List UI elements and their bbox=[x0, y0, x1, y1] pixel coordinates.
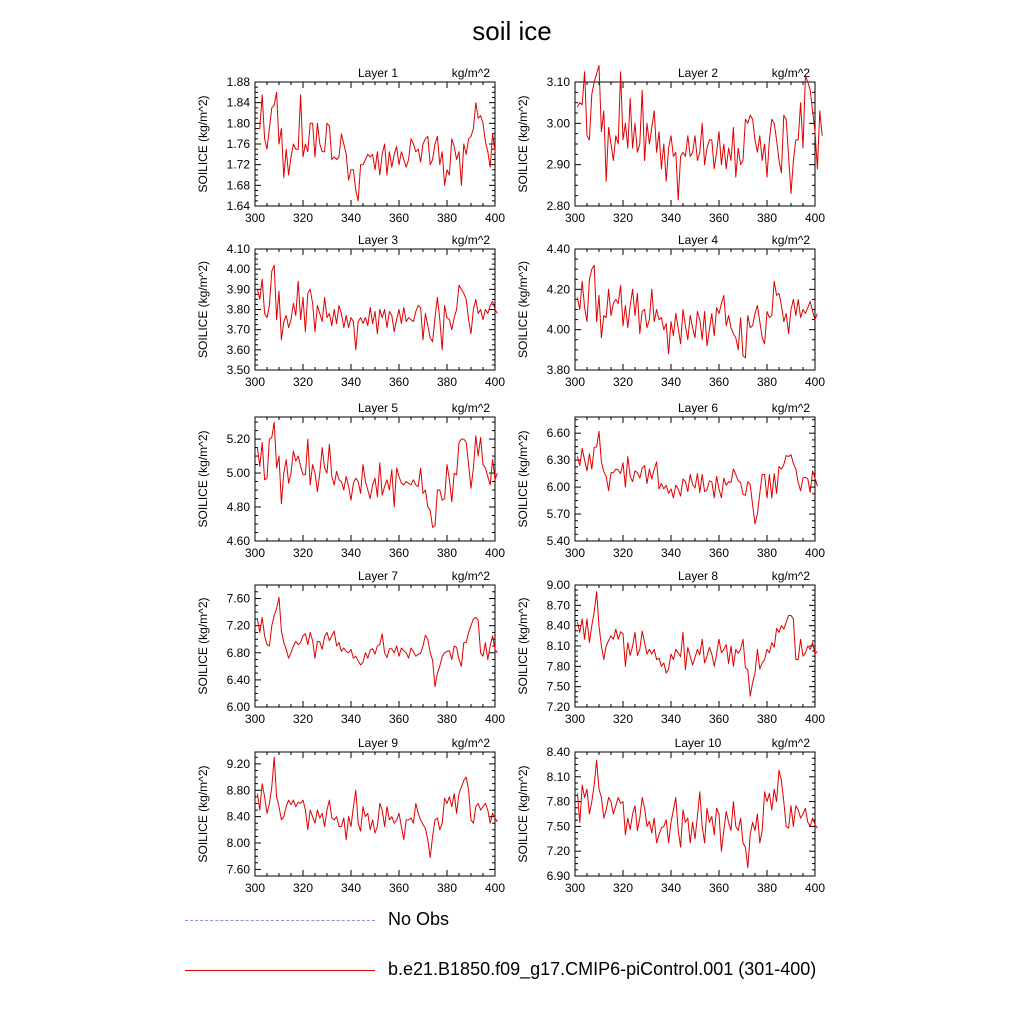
y-tick-label: 1.84 bbox=[226, 95, 250, 110]
x-tick-label: 360 bbox=[388, 375, 410, 389]
y-tick-label: 8.40 bbox=[546, 618, 570, 633]
series-line bbox=[577, 66, 822, 200]
y-tick-label: 7.50 bbox=[546, 819, 570, 834]
y-tick-label: 1.68 bbox=[226, 178, 250, 193]
x-tick-label: 360 bbox=[388, 712, 410, 726]
y-axis-label: SOILICE (kg/m^2) bbox=[196, 95, 210, 193]
plot-frame bbox=[255, 249, 495, 370]
y-axis-label: SOILICE (kg/m^2) bbox=[516, 430, 530, 528]
x-tick-label: 300 bbox=[564, 712, 586, 726]
x-tick-label: 340 bbox=[340, 712, 362, 726]
y-tick-label: 6.40 bbox=[226, 672, 250, 687]
y-tick-label: 8.00 bbox=[226, 836, 250, 851]
x-tick-label: 360 bbox=[708, 211, 730, 225]
plot-frame bbox=[255, 752, 495, 876]
x-tick-label: 380 bbox=[436, 375, 458, 389]
y-tick-label: 1.76 bbox=[226, 137, 250, 151]
panel-title: Layer 10 bbox=[674, 736, 722, 750]
y-tick-label: 3.10 bbox=[546, 75, 570, 89]
x-tick-label: 360 bbox=[708, 375, 730, 389]
y-tick-label: 6.00 bbox=[226, 700, 250, 714]
y-tick-label: 3.80 bbox=[546, 363, 570, 377]
legend-line-sim bbox=[185, 970, 375, 971]
y-tick-label: 8.40 bbox=[226, 809, 250, 824]
x-tick-label: 320 bbox=[292, 546, 314, 560]
y-tick-label: 7.60 bbox=[226, 591, 250, 606]
page-title: soil ice bbox=[472, 16, 552, 46]
x-tick-label: 400 bbox=[484, 375, 506, 389]
x-tick-label: 320 bbox=[292, 881, 314, 895]
x-tick-label: 300 bbox=[244, 712, 266, 726]
x-tick-label: 400 bbox=[484, 881, 506, 895]
x-tick-label: 400 bbox=[804, 712, 826, 726]
panel-units: kg/m^2 bbox=[771, 401, 810, 415]
x-tick-label: 320 bbox=[292, 712, 314, 726]
y-axis-label: SOILICE (kg/m^2) bbox=[516, 95, 530, 193]
x-tick-label: 360 bbox=[708, 712, 730, 726]
y-tick-label: 2.90 bbox=[546, 157, 570, 172]
series-line bbox=[257, 422, 497, 527]
x-tick-label: 320 bbox=[612, 881, 634, 895]
x-tick-label: 300 bbox=[564, 211, 586, 225]
panel-title: Layer 6 bbox=[677, 401, 719, 415]
x-tick-label: 380 bbox=[756, 211, 778, 225]
panel-title: Layer 5 bbox=[357, 401, 399, 415]
y-tick-label: 1.80 bbox=[226, 116, 250, 131]
y-axis-label: SOILICE (kg/m^2) bbox=[196, 430, 210, 528]
chart-panel-5 bbox=[196, 401, 505, 560]
x-tick-label: 320 bbox=[612, 375, 634, 389]
y-tick-label: 8.70 bbox=[546, 598, 570, 613]
plot-frame bbox=[575, 585, 815, 707]
panel-title: Layer 3 bbox=[357, 233, 399, 247]
y-tick-label: 8.40 bbox=[546, 745, 570, 759]
panel-title: Layer 4 bbox=[677, 233, 719, 247]
x-tick-label: 400 bbox=[804, 211, 826, 225]
y-axis-label: SOILICE (kg/m^2) bbox=[516, 597, 530, 695]
x-tick-label: 340 bbox=[660, 881, 682, 895]
x-tick-label: 400 bbox=[484, 546, 506, 560]
y-tick-label: 1.64 bbox=[226, 199, 250, 213]
x-tick-label: 380 bbox=[436, 546, 458, 560]
y-tick-label: 2.80 bbox=[546, 199, 570, 213]
panel-units: kg/m^2 bbox=[771, 233, 810, 247]
y-tick-label: 4.00 bbox=[546, 322, 570, 337]
chart-panel-4 bbox=[516, 233, 825, 389]
x-tick-label: 320 bbox=[292, 375, 314, 389]
x-tick-label: 380 bbox=[436, 211, 458, 225]
x-tick-label: 400 bbox=[484, 211, 506, 225]
panel-units: kg/m^2 bbox=[451, 569, 490, 583]
x-tick-label: 340 bbox=[340, 375, 362, 389]
y-tick-label: 8.10 bbox=[546, 769, 570, 784]
x-tick-label: 400 bbox=[804, 546, 826, 560]
panel-title: Layer 7 bbox=[357, 569, 399, 583]
x-tick-label: 380 bbox=[756, 546, 778, 560]
y-tick-label: 4.10 bbox=[226, 242, 250, 256]
series-line bbox=[577, 592, 817, 696]
legend-line-obs bbox=[185, 920, 375, 921]
x-tick-label: 300 bbox=[244, 546, 266, 560]
panel-title: Layer 8 bbox=[677, 569, 719, 583]
y-tick-label: 8.10 bbox=[546, 639, 570, 653]
x-tick-label: 340 bbox=[660, 712, 682, 726]
series-line bbox=[577, 265, 817, 358]
x-tick-label: 400 bbox=[484, 712, 506, 726]
series-line bbox=[257, 757, 497, 857]
y-tick-label: 4.60 bbox=[226, 534, 250, 548]
y-axis-label: SOILICE (kg/m^2) bbox=[516, 261, 530, 358]
series-line bbox=[257, 92, 495, 201]
chart-panel-3 bbox=[196, 233, 505, 389]
y-tick-label: 4.80 bbox=[226, 500, 250, 515]
x-tick-label: 300 bbox=[244, 375, 266, 389]
series-line bbox=[257, 265, 497, 350]
y-tick-label: 6.80 bbox=[226, 645, 250, 660]
panel-title: Layer 1 bbox=[357, 66, 399, 80]
chart-panel-8 bbox=[516, 569, 825, 726]
x-tick-label: 300 bbox=[564, 546, 586, 560]
y-axis-label: SOILICE (kg/m^2) bbox=[196, 765, 210, 863]
y-tick-label: 4.00 bbox=[226, 262, 250, 277]
y-tick-label: 6.00 bbox=[546, 480, 570, 495]
y-axis-label: SOILICE (kg/m^2) bbox=[196, 261, 210, 358]
panel-units: kg/m^2 bbox=[771, 736, 810, 750]
y-tick-label: 8.80 bbox=[226, 783, 250, 798]
y-tick-label: 7.50 bbox=[546, 679, 570, 694]
panel-units: kg/m^2 bbox=[771, 66, 810, 80]
y-tick-label: 9.00 bbox=[546, 578, 570, 592]
panel-title: Layer 9 bbox=[357, 736, 399, 750]
y-tick-label: 7.20 bbox=[546, 700, 570, 714]
x-tick-label: 340 bbox=[660, 211, 682, 225]
x-tick-label: 360 bbox=[388, 546, 410, 560]
plot-frame bbox=[575, 249, 815, 370]
plot-frame bbox=[255, 82, 495, 206]
y-tick-label: 3.90 bbox=[226, 282, 250, 297]
x-tick-label: 340 bbox=[340, 881, 362, 895]
x-tick-label: 380 bbox=[756, 375, 778, 389]
y-tick-label: 1.72 bbox=[226, 157, 250, 172]
x-tick-label: 340 bbox=[340, 211, 362, 225]
x-tick-label: 360 bbox=[388, 881, 410, 895]
chart-panel-10 bbox=[516, 736, 825, 895]
plot-frame bbox=[255, 585, 495, 707]
x-tick-label: 360 bbox=[708, 546, 730, 560]
x-tick-label: 320 bbox=[292, 211, 314, 225]
y-tick-label: 3.00 bbox=[546, 116, 570, 131]
series-line bbox=[577, 760, 817, 867]
y-axis-label: SOILICE (kg/m^2) bbox=[196, 597, 210, 695]
y-tick-label: 1.88 bbox=[226, 75, 250, 89]
y-tick-label: 7.20 bbox=[546, 844, 570, 859]
plot-frame bbox=[575, 417, 815, 541]
x-tick-label: 380 bbox=[756, 712, 778, 726]
series-line bbox=[577, 431, 817, 524]
y-tick-label: 7.80 bbox=[546, 659, 570, 674]
panel-units: kg/m^2 bbox=[451, 736, 490, 750]
series-line bbox=[257, 597, 497, 687]
x-tick-label: 320 bbox=[612, 546, 634, 560]
x-tick-label: 300 bbox=[564, 881, 586, 895]
x-tick-label: 380 bbox=[756, 881, 778, 895]
y-tick-label: 6.90 bbox=[546, 869, 570, 883]
x-tick-label: 300 bbox=[244, 211, 266, 225]
y-tick-label: 5.00 bbox=[226, 466, 250, 481]
legend-label-obs: No Obs bbox=[388, 909, 450, 929]
y-tick-label: 3.70 bbox=[226, 322, 250, 337]
y-axis-label: SOILICE (kg/m^2) bbox=[516, 765, 530, 863]
y-tick-label: 3.50 bbox=[226, 363, 250, 377]
x-tick-label: 340 bbox=[660, 546, 682, 560]
y-tick-label: 4.20 bbox=[546, 282, 570, 297]
y-tick-label: 3.60 bbox=[226, 342, 250, 357]
y-tick-label: 4.40 bbox=[546, 242, 570, 256]
x-tick-label: 380 bbox=[436, 712, 458, 726]
x-tick-label: 340 bbox=[340, 546, 362, 560]
y-tick-label: 5.40 bbox=[546, 534, 570, 548]
panel-units: kg/m^2 bbox=[451, 233, 490, 247]
y-tick-label: 6.60 bbox=[546, 426, 570, 441]
x-tick-label: 400 bbox=[804, 375, 826, 389]
x-tick-label: 300 bbox=[244, 881, 266, 895]
panel-units: kg/m^2 bbox=[451, 66, 490, 80]
x-tick-label: 340 bbox=[660, 375, 682, 389]
x-tick-label: 320 bbox=[612, 712, 634, 726]
chart-panel-7 bbox=[196, 569, 505, 726]
chart-panel-9 bbox=[196, 736, 505, 895]
chart-panel-6 bbox=[516, 401, 825, 560]
chart-panel-1 bbox=[196, 66, 505, 225]
y-tick-label: 7.20 bbox=[226, 618, 250, 633]
legend-label-sim: b.e21.B1850.f09_g17.CMIP6-piControl.001 (301-400) bbox=[388, 959, 817, 979]
y-tick-label: 9.20 bbox=[226, 756, 250, 771]
x-tick-label: 300 bbox=[564, 375, 586, 389]
chart-panel-2 bbox=[516, 66, 825, 226]
y-tick-label: 7.60 bbox=[226, 862, 250, 877]
x-tick-label: 400 bbox=[804, 881, 826, 895]
x-tick-label: 360 bbox=[708, 881, 730, 895]
x-tick-label: 360 bbox=[388, 211, 410, 225]
y-tick-label: 6.30 bbox=[546, 453, 570, 468]
y-tick-label: 5.70 bbox=[546, 507, 570, 522]
y-tick-label: 5.20 bbox=[226, 432, 250, 447]
x-tick-label: 380 bbox=[436, 881, 458, 895]
panel-units: kg/m^2 bbox=[451, 401, 490, 415]
panel-units: kg/m^2 bbox=[771, 569, 810, 583]
y-tick-label: 3.80 bbox=[226, 302, 250, 317]
x-tick-label: 320 bbox=[612, 211, 634, 225]
panel-title: Layer 2 bbox=[677, 66, 719, 80]
y-tick-label: 7.80 bbox=[546, 794, 570, 809]
